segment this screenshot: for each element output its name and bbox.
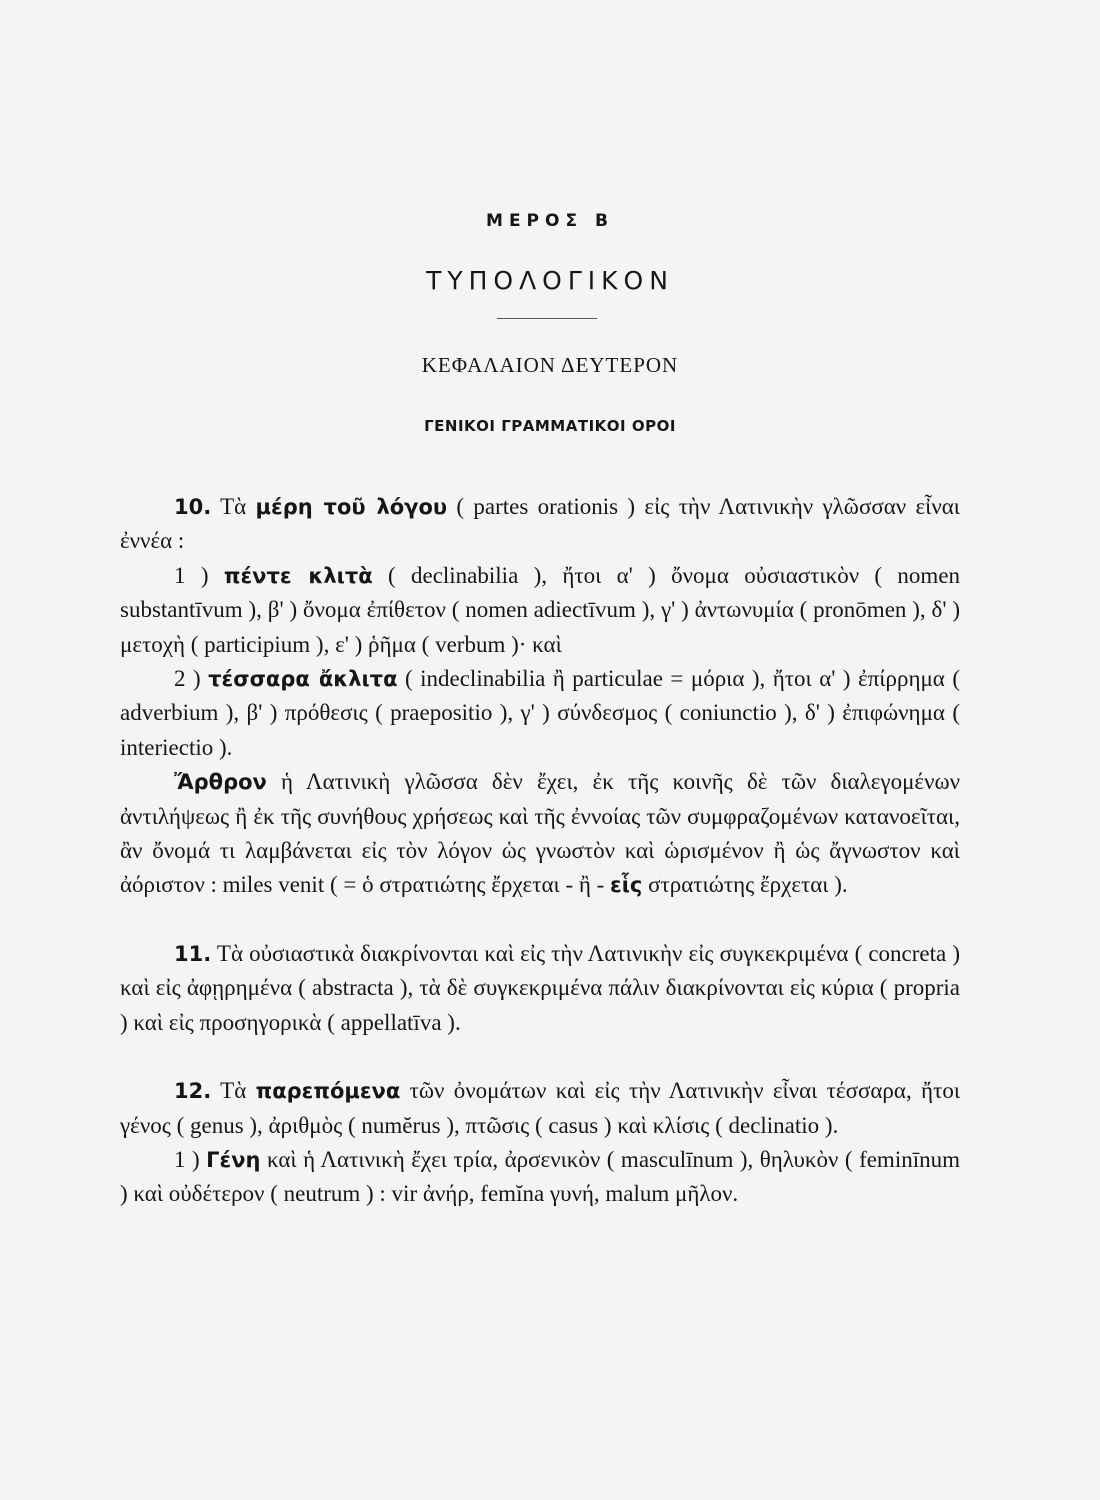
- body-text: [120, 490, 960, 1212]
- term-parts-of-speech: μέρη τοῦ λόγου: [255, 495, 448, 519]
- section-number-12: 12.: [174, 1079, 212, 1104]
- text-run: καὶ ἡ Λατινικὴ ἔχει τρία, ἀρσενικὸν ( masculīnum ), θηλυκὸν ( feminīnum ) καὶ οὐδέτερον ( neutrum ) : vir ἀνήρ, femĭna γυνή, malum μῆλον.: [120, 1146, 960, 1207]
- text-run: στρατιώτης ἔρχεται ).: [648, 872, 848, 898]
- text-run: Τὰ: [220, 1078, 247, 1104]
- text-run: ( declinabilia ), ἤτοι α' ) ὄνομα οὐσιαστικὸν ( nomen substantīvum ), β' ) ὄνομα ἐπίθετον ( nomen adiectīvum ), γ' ) ἀντωνυμία ( pronōmen ), δ' ) μετοχὴ ( participium ), ε' ) ῥῆμα ( verbum )· καὶ: [120, 562, 961, 657]
- list-marker: 1 ): [174, 1146, 200, 1172]
- text-run: Τὰ: [220, 494, 247, 519]
- term-indeclinable: τέσσαρα ἄκλιτα: [208, 667, 398, 692]
- section-number-10: 10.: [174, 495, 212, 519]
- section-title: ΓΕΝΙΚΟΙ ΓΡΑΜΜΑΤΙΚΟΙ ΟΡΟΙ: [424, 417, 676, 435]
- chapter-title: ΚΕΦΑΛΑΙΟΝ ΔΕΥΤΕΡΟΝ: [421, 353, 679, 377]
- list-marker: 2 ): [174, 666, 201, 692]
- term-one: εἷς: [610, 873, 643, 898]
- text-run: τῶν ὀνομάτων καὶ εἰς τὴν Λατινικὴν εἶναι τέσσαρα, ἤτοι γένος ( genus ), ἀριθμὸς ( numĕrus ), πτῶσις ( casus ) καὶ κλίσις ( declinatio ).: [120, 1078, 961, 1138]
- term-article: Ἄρθρον: [174, 770, 267, 795]
- term-accidents: παρεπόμενα: [255, 1079, 401, 1104]
- title-divider: [497, 318, 597, 319]
- paragraph-10-intro: [120, 490, 960, 559]
- part-heading: ΜΕΡΟΣ Β: [486, 211, 614, 231]
- text-run: ( partes orationis ) εἰς τὴν Λατινικὴν γλῶσσαν εἶναι ἐννέα :: [120, 494, 960, 554]
- main-title: ΤΥΠΟΛΟΓΙΚΟΝ: [426, 266, 674, 295]
- paragraph-10-article: [120, 765, 960, 903]
- term-genders: Γένη: [206, 1147, 261, 1172]
- paragraph-10-declinable: [120, 559, 960, 662]
- text-run: ἡ Λατινικὴ γλῶσσα δὲν ἔχει, ἐκ τῆς κοινῆς δὲ τῶν διαλεγομένων ἀντιλήψεως ἢ ἐκ τῆς συνήθους χρήσεως καὶ τῆς ἐννοίας τῶν συμφραζομένων κατανοεῖται, ἂν ὄνομά τι λαμβάνεται εἰς τὸν λόγον ὡς γνωστὸν καὶ ὡρισμένον ἢ ὡς ἄγνωστον καὶ ἀόριστον : miles venit ( = ὁ στρατιώτης ἔρχεται - ἢ -: [120, 769, 961, 898]
- text-run: ( indeclinabilia ἢ particulae = μόρια ), ἤτοι α' ) ἐπίρρημα ( adverbium ), β' ) πρόθεσις ( praepositio ), γ' ) σύνδεσμος ( coniunctio ), δ' ) ἐπιφώνημα ( interiectio ).: [120, 666, 960, 760]
- paragraph-11: [120, 937, 960, 1040]
- paragraph-10-indeclinable: [120, 662, 960, 765]
- text-run: Τὰ οὐσιαστικὰ διακρίνονται καὶ εἰς τὴν Λατινικὴν εἰς συγκεκριμένα ( concreta ) καὶ εἰς ἀφῃρημένα ( abstracta ), τὰ δὲ συγκεκριμένα πάλιν διακρίνονται εἰς κύρια ( propria ) καὶ εἰς προσηγορικὰ ( appellatīva ).: [120, 940, 960, 1035]
- section-number-11: 11.: [174, 941, 212, 966]
- list-marker: 1 ): [174, 562, 209, 588]
- term-declinable: πέντε κλιτὰ: [223, 563, 373, 588]
- paragraph-12-genders: [120, 1143, 960, 1212]
- paragraph-12-intro: [120, 1074, 960, 1143]
